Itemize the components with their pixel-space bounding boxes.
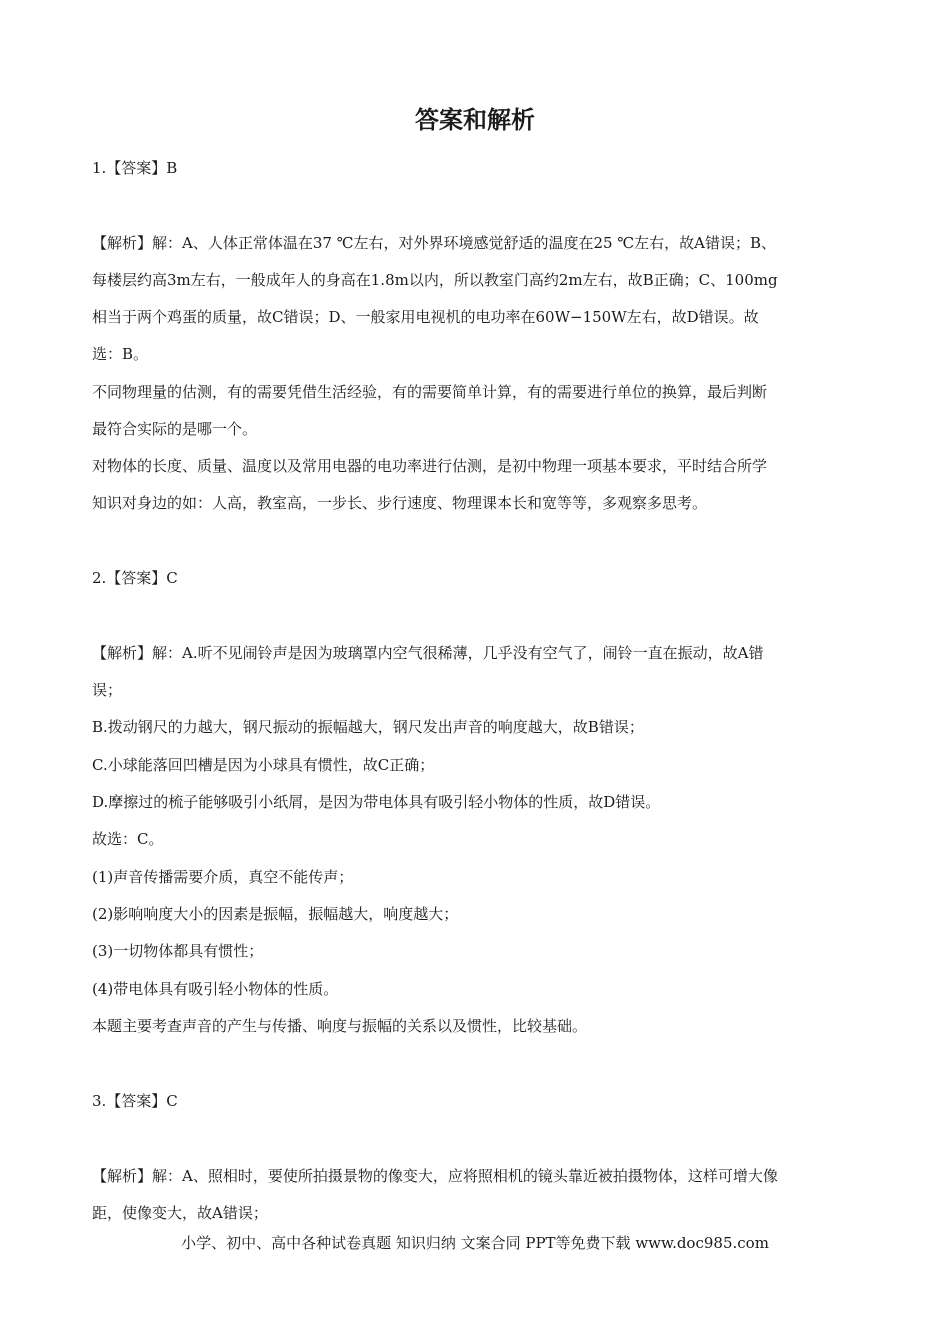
analysis-3-line: 【解析】解：A、照相时，要使所拍摄景物的像变大，应将照相机的镜头靠近被拍摄物体，这样可增大像: [92, 1167, 778, 1185]
answer-1-heading: 1.【答案】B: [92, 159, 178, 177]
analysis-2-line: 本题主要考查声音的产生与传播、响度与振幅的关系以及惯性，比较基础。: [92, 1017, 588, 1035]
analysis-1-line: 相当于两个鸡蛋的质量，故C错误；D、一般家用电视机的电功率在60W−150W左右，故D错误。故: [92, 308, 759, 326]
answer-2-heading: 2.【答案】C: [92, 569, 178, 587]
page-footer: 小学、初中、高中各种试卷真题 知识归纳 文案合同 PPT等免费下载 www.doc985.com: [181, 1234, 769, 1252]
analysis-1-line: 知识对身边的如：人高，教室高，一步长、步行速度、物理课本长和宽等等，多观察多思考。: [92, 494, 708, 512]
analysis-2-line: D.摩擦过的梳子能够吸引小纸屑，是因为带电体具有吸引轻小物体的性质，故D错误。: [92, 793, 661, 811]
analysis-2-line: (4)带电体具有吸引轻小物体的性质。: [92, 980, 339, 998]
analysis-2-line: C.小球能落回凹槽是因为小球具有惯性，故C正确；: [92, 756, 435, 774]
analysis-1-line: 【解析】解：A、人体正常体温在37 ℃左右，对外界环境感觉舒适的温度在25 ℃左右，故A错误；B、: [92, 234, 776, 252]
analysis-2-line: (1)声音传播需要介质，真空不能传声；: [92, 868, 354, 886]
analysis-2-line: 故选：C。: [92, 830, 164, 848]
analysis-2-line: 误；: [92, 681, 123, 699]
analysis-1-line: 对物体的长度、质量、温度以及常用电器的电功率进行估测，是初中物理一项基本要求，平时结合所学: [92, 457, 768, 475]
analysis-2-line: 【解析】解：A.听不见闹铃声是因为玻璃罩内空气很稀薄，几乎没有空气了，闹铃一直在振动，故A错: [92, 644, 764, 662]
analysis-2-line: (3)一切物体都具有惯性；: [92, 942, 264, 960]
analysis-1-line: 最符合实际的是哪一个。: [92, 420, 258, 438]
analysis-1-line: 选：B。: [92, 345, 149, 363]
analysis-2-line: B.拨动钢尺的力越大，钢尺振动的振幅越大，钢尺发出声音的响度越大，故B错误；: [92, 718, 644, 736]
analysis-2-line: (2)影响响度大小的因素是振幅，振幅越大，响度越大；: [92, 905, 459, 923]
analysis-1-line: 每楼层约高3m左右，一般成年人的身高在1.8m以内，所以教室门高约2m左右，故B正确；C、100mg: [92, 271, 778, 289]
page-title: 答案和解析: [415, 106, 535, 134]
answer-3-heading: 3.【答案】C: [92, 1092, 178, 1110]
analysis-3-line: 距，使像变大，故A错误；: [92, 1204, 268, 1222]
analysis-1-line: 不同物理量的估测，有的需要凭借生活经验，有的需要简单计算，有的需要进行单位的换算，最后判断: [92, 383, 768, 401]
